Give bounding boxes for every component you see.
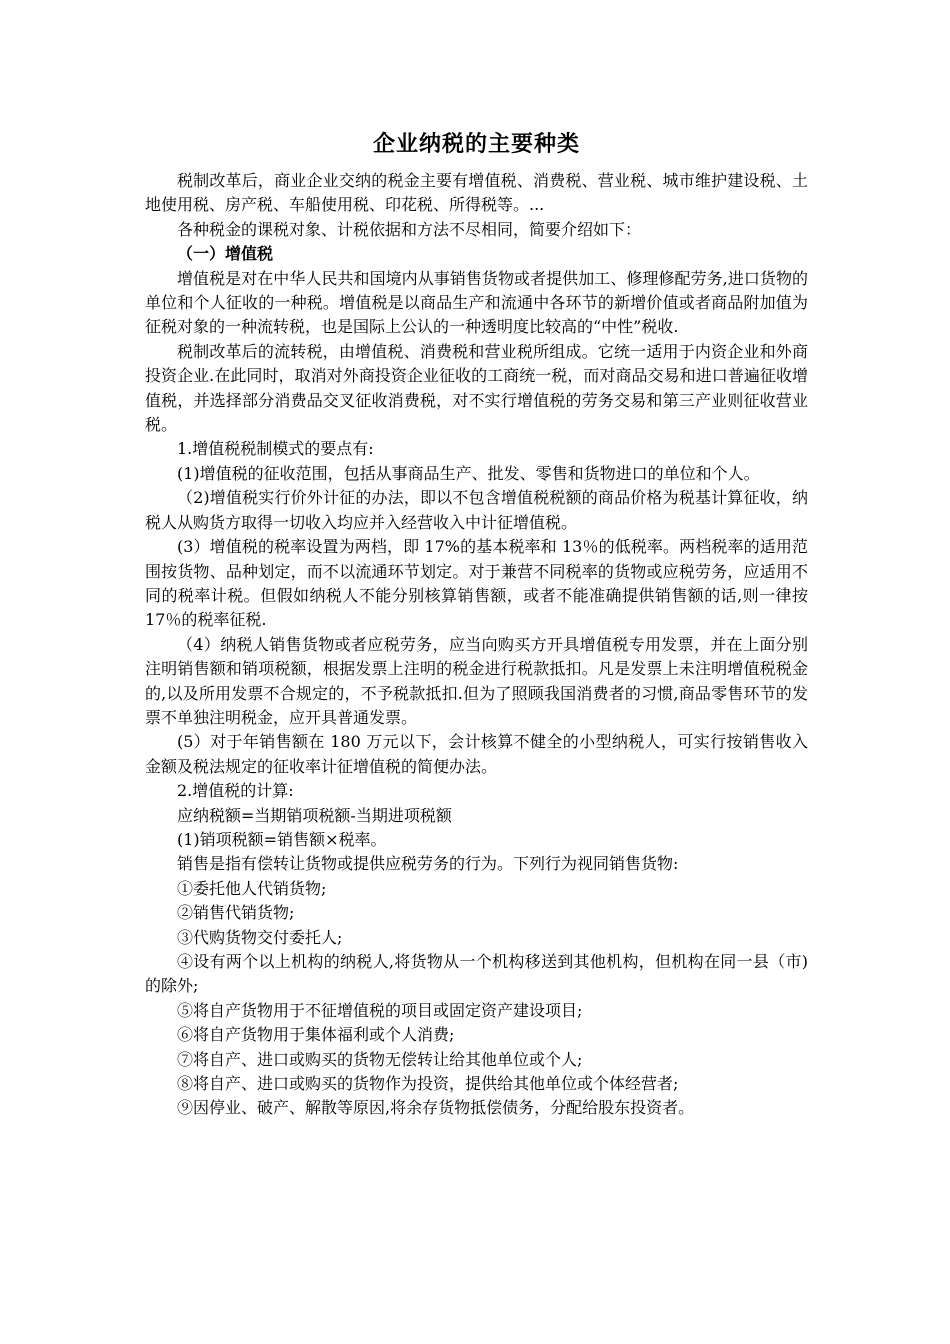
formula-payable-tax: 应纳税额=当期销项税额-当期进项税额 (177, 805, 452, 825)
paragraph-vat-rates: (3）增值税的税率设置为两档，即 17%的基本税率和 13％的低税率。两档税率的适用范围按货物、品种划定，而不以流通环节划定。对于兼营不同税率的货物或应税劳务，应适用不同的税率计税。但假如纳税人不能分别核算销售额，或者不能准确提供销售额的话,则一律按 17％的税率征税. (145, 537, 808, 630)
paragraph-vat-model-heading: 1.增值税税制模式的要点有: (177, 439, 374, 459)
list-item-deemed-sale-4: ④设有两个以上机构的纳税人,将货物从一个机构移送到其他机构，但机构在同一县（市)的除外; (145, 952, 808, 996)
list-item-deemed-sale-3: ③代购货物交付委托人; (177, 927, 343, 947)
formula-output-tax: (1)销项税额=销售额×税率。 (177, 829, 387, 849)
list-item-deemed-sale-8: ⑧将自产、进口或购买的货物作为投资，提供给其他单位或个体经营者; (177, 1074, 679, 1094)
list-item-deemed-sale-7: ⑦将自产、进口或购买的货物无偿转让给其他单位或个人; (177, 1049, 583, 1069)
paragraph-small-taxpayer: (5）对于年销售额在 180 万元以下，会计核算不健全的小型纳税人，可实行按销售收入金额及税法规定的征收率计征增值税的简便办法。 (145, 732, 808, 776)
paragraph-vat-price-method: （2)增值税实行价外计征的办法，即以不包含增值税税额的商品价格为税基计算征收，纳税人从购货方取得一切收入均应并入经营收入中计征增值税。 (145, 488, 808, 532)
paragraph-vat-calculation-heading: 2.增值税的计算: (177, 781, 294, 801)
list-item-deemed-sale-2: ②销售代销货物; (177, 903, 295, 923)
list-item-deemed-sale-5: ⑤将自产货物用于不征增值税的项目或固定资产建设项目; (177, 1000, 583, 1020)
paragraph-sales-definition: 销售是指有偿转让货物或提供应税劳务的行为。下列行为视同销售货物: (177, 854, 679, 874)
document-page (145, 128, 808, 1121)
paragraph-intro: 税制改革后，商业企业交纳的税金主要有增值税、消费税、营业税、城市维护建设税、土地使用税、房产税、车船使用税、印花税、所得税等。... (145, 171, 808, 215)
list-item-deemed-sale-1: ①委托他人代销货物; (177, 878, 327, 898)
paragraph-vat-definition: 增值税是对在中华人民共和国境内从事销售货物或者提供加工、修理修配劳务,进口货物的单位和个人征收的一种税。增值税是以商品生产和流通中各环节的新增价值或者商品附加值为征税对象的一种流转税，也是国际上公认的一种透明度比较高的“中性”税收. (145, 268, 808, 337)
paragraph-summary: 各种税金的课税对象、计税依据和方法不尽相同，简要介绍如下： (177, 219, 642, 239)
list-item-deemed-sale-6: ⑥将自产货物用于集体福利或个人消费; (177, 1025, 455, 1045)
paragraph-turnover-tax: 税制改革后的流转税，由增值税、消费税和营业税所组成。它统一适用于内资企业和外商投资企业.在此同时，取消对外商投资企业征收的工商统一税，而对商品交易和进口普遍征收增值税，并选择部分消费品交叉征收消费税，对不实行增值税的劳务交易和第三产业则征收营业税。 (145, 341, 808, 435)
section-heading-vat: （一）增值税 (177, 244, 274, 264)
document-title: 企业纳税的主要种类 (372, 132, 580, 157)
paragraph-vat-scope: (1)增值税的征收范围，包括从事商品生产、批发、零售和货物进口的单位和个人。 (177, 463, 760, 483)
paragraph-vat-invoice: （4）纳税人销售货物或者应税劳务，应当向购买方开具增值税专用发票，并在上面分别注明销售额和销项税额，根据发票上注明的税金进行税款抵扣。凡是发票上未注明增值税税金的,以及所用发票不合规定的，不予税款抵扣.但为了照顾我国消费者的习惯,商品零售环节的发票不单独注明税金，应开具普通发票。 (145, 634, 808, 727)
list-item-deemed-sale-9: ⑨因停业、破产、解散等原因,将余存货物抵偿债务，分配给股东投资者。 (177, 1098, 695, 1118)
